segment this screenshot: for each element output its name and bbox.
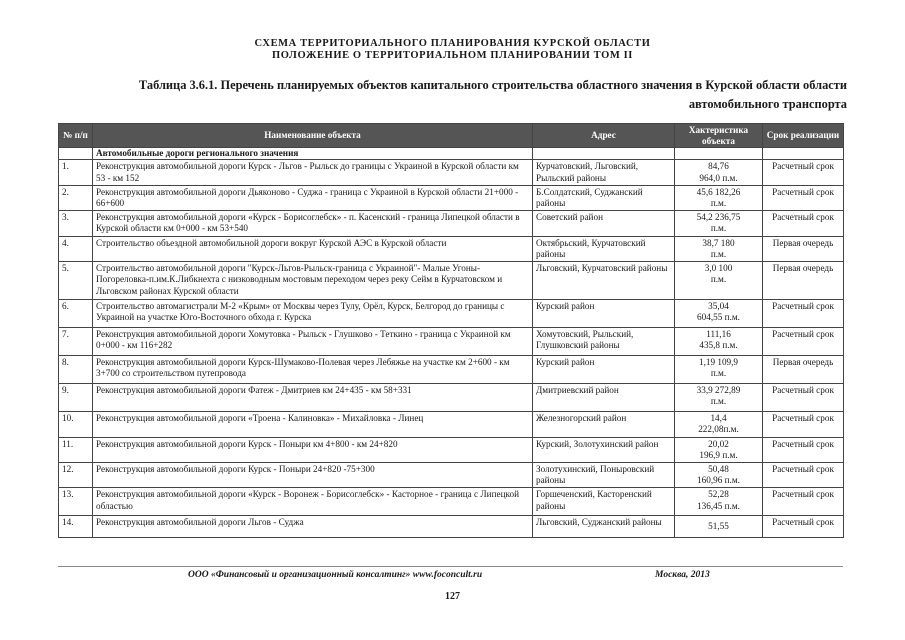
characteristic-bridges: п.м. <box>710 198 727 209</box>
implementation-term: Расчетный срок <box>763 412 844 437</box>
object-characteristic <box>675 463 763 488</box>
footer-city-year: Москва, 2013 <box>655 570 710 580</box>
section-title: Автомобильные дороги регионального значения <box>93 148 533 160</box>
characteristic-length: 33,9 272,89 <box>696 385 741 396</box>
object-name: Строительство автомагистрали М-2 «Крым» от Москвы через Тулу, Орёл, Курск, Белгород до границы с Украиной на участке Юго-Восточного обхода г. Курска <box>93 300 533 328</box>
characteristic-bridges: 160,96 п.м. <box>697 475 740 486</box>
object-address: Золотухинский, Поныровский районы <box>533 463 675 488</box>
object-characteristic <box>675 328 763 356</box>
object-characteristic <box>675 516 763 538</box>
object-characteristic <box>675 211 763 236</box>
object-name: Реконструкция автомобильной дороги «Троена - Калиновка» - Михайловка - Линец <box>93 412 533 437</box>
implementation-term: Расчетный срок <box>763 437 844 462</box>
table-row <box>59 262 844 300</box>
table-row <box>59 437 844 462</box>
col-header-term: Срок реализации <box>763 124 844 148</box>
object-name: Строительство автомобильной дороги "Курск-Льгов-Рыльск-граница с Украиной"- Малые Угоны-Погореловка-п.им.К.Либкнехта с низководным мостовым переходом через реку Сейм в Курчатовском и Льговском районах Курской области <box>93 262 533 300</box>
characteristic-length: 52,28 <box>708 489 729 500</box>
row-number: 5. <box>59 262 93 300</box>
characteristic-bridges: п.м. <box>710 248 727 259</box>
table-row <box>59 488 844 516</box>
object-address: Курский район <box>533 356 675 384</box>
section-row <box>59 148 844 160</box>
object-address: Дмитриевский район <box>533 384 675 412</box>
characteristic-bridges: п.м. <box>710 223 727 234</box>
row-number: 1. <box>59 160 93 185</box>
object-name: Реконструкция автомобильной дороги «Курск - Воронеж - Борисоглебск» - Касторное - граница с Липецкой областью <box>93 488 533 516</box>
object-address: Хомутовский, Рыльский, Глушковский районы <box>533 328 675 356</box>
row-number: 14. <box>59 516 93 538</box>
row-number: 8. <box>59 356 93 384</box>
characteristic-length: 1,19 109,9 <box>698 357 739 368</box>
object-address: Льговский, Суджанский районы <box>533 516 675 538</box>
object-characteristic <box>675 236 763 261</box>
object-name: Реконструкция автомобильной дороги Дьяконово - Суджа - граница с Украиной в Курской области 21+000 - 66+600 <box>93 185 533 210</box>
object-address: Советский район <box>533 211 675 236</box>
object-name: Строительство объездной автомобильной дороги вокруг Курской АЭС в Курской области <box>93 236 533 261</box>
object-characteristic <box>675 262 763 300</box>
characteristic-bridges: 196,9 п.м. <box>699 449 738 460</box>
object-name: Реконструкция автомобильной дороги «Курск - Борисоглебск» - п. Касенский - граница Липецкой области в Курской области км 0+000 - км 53+540 <box>93 211 533 236</box>
table-row <box>59 211 844 236</box>
footer-company: ООО «Финансовый и организационный консалтинг» www.foconcult.ru <box>188 570 483 580</box>
table-row <box>59 384 844 412</box>
object-name: Реконструкция автомобильной дороги Хомутовка - Рыльск - Глушково - Теткино - граница с Украиной км 0+000 - км 116+282 <box>93 328 533 356</box>
col-header-num: № п/п <box>59 124 93 148</box>
table-row <box>59 412 844 437</box>
row-number: 12. <box>59 463 93 488</box>
object-name: Реконструкция автомобильной дороги Курск - Поныри км 4+800 - км 24+820 <box>93 437 533 462</box>
object-characteristic <box>675 412 763 437</box>
characteristic-length: 45,6 182,26 <box>696 186 741 197</box>
characteristic-length: 14,4 <box>710 413 727 424</box>
page-number: 127 <box>445 591 460 602</box>
implementation-term: Расчетный срок <box>763 211 844 236</box>
characteristic-bridges: 136,45 п.м. <box>697 500 740 511</box>
object-characteristic <box>675 160 763 185</box>
implementation-term: Расчетный срок <box>763 185 844 210</box>
object-characteristic <box>675 437 763 462</box>
table-row <box>59 356 844 384</box>
characteristic-length: 35,04 <box>708 301 729 312</box>
characteristic-length: 3,0 100 <box>704 263 733 274</box>
implementation-term: Первая очередь <box>763 236 844 261</box>
characteristic-length: 50,48 <box>708 464 729 474</box>
characteristic-bridges: п.м. <box>710 396 727 407</box>
characteristic-bridges: п.м. <box>710 274 727 285</box>
characteristic-bridges: 964,0 п.м. <box>699 172 738 183</box>
object-name: Реконструкция автомобильной дороги Курск - Поныри 24+820 -75+300 <box>93 463 533 488</box>
object-address: Железногорский район <box>533 412 675 437</box>
object-address: Льговский, Курчатовский районы <box>533 262 675 300</box>
characteristic-length: 111,16 <box>706 329 731 340</box>
implementation-term: Расчетный срок <box>763 384 844 412</box>
object-address: Горшеченский, Касторенский районы <box>533 488 675 516</box>
object-name: Реконструкция автомобильной дороги Курск - Льгов - Рыльск до границы с Украиной в Курской области км 53 - км 152 <box>93 160 533 185</box>
object-name: Реконструкция автомобильной дороги Фатеж - Дмитриев км 24+435 - км 58+331 <box>93 384 533 412</box>
object-address: Курчатовский, Льговский, Рыльский районы <box>533 160 675 185</box>
table-row <box>59 160 844 185</box>
object-name: Реконструкция автомобильной дороги Курск-Шумаково-Полевая через Лебяжье на участке км 2+600 - км 3+700 со строительством путепровода <box>93 356 533 384</box>
object-name: Реконструкция автомобильной дороги Льгов - Суджа <box>93 516 533 538</box>
row-number: 7. <box>59 328 93 356</box>
characteristic-length: 54,2 236,75 <box>696 212 741 223</box>
row-number: 6. <box>59 300 93 328</box>
document-header-title: СХЕМА ТЕРРИТОРИАЛЬНОГО ПЛАНИРОВАНИЯ КУРСКОЙ ОБЛАСТИ <box>254 38 651 49</box>
object-address: Октябрьский, Курчатовский районы <box>533 236 675 261</box>
implementation-term: Расчетный срок <box>763 463 844 488</box>
row-number: 11. <box>59 437 93 462</box>
object-address: Курский, Золотухинский район <box>533 437 675 462</box>
characteristic-length: 84,76 <box>708 161 729 172</box>
implementation-term: Расчетный срок <box>763 300 844 328</box>
table-row <box>59 300 844 328</box>
row-number: 13. <box>59 488 93 516</box>
implementation-term: Первая очередь <box>763 356 844 384</box>
characteristic-bridges: 222,08п.м. <box>698 424 739 435</box>
table-row <box>59 185 844 210</box>
table-header-row <box>59 124 844 148</box>
object-characteristic <box>675 356 763 384</box>
objects-table <box>58 123 844 538</box>
table-caption: Таблица 3.6.1. Перечень планируемых объектов капитального строительства областного значения в Курской области области <box>138 78 847 92</box>
table-row <box>59 236 844 261</box>
object-characteristic <box>675 488 763 516</box>
col-header-address: Адрес <box>533 124 675 148</box>
col-header-name: Наименование объекта <box>93 124 533 148</box>
characteristic-length: 20,02 <box>708 438 729 449</box>
table-row <box>59 328 844 356</box>
implementation-term: Первая очередь <box>763 262 844 300</box>
implementation-term: Расчетный срок <box>763 516 844 538</box>
object-address: Курский район <box>533 300 675 328</box>
characteristic-bridges: 435,8 п.м. <box>699 340 738 351</box>
row-number: 3. <box>59 211 93 236</box>
table-row <box>59 463 844 488</box>
document-header-subtitle: ПОЛОЖЕНИЕ О ТЕРРИТОРИАЛЬНОМ ПЛАНИРОВАНИИ ТОМ II <box>272 50 633 61</box>
footer-divider <box>58 566 843 567</box>
implementation-term: Расчетный срок <box>763 488 844 516</box>
implementation-term: Расчетный срок <box>763 160 844 185</box>
characteristic-bridges: 604,55 п.м. <box>697 312 740 323</box>
object-address: Б.Солдатский, Суджанский районы <box>533 185 675 210</box>
row-number: 9. <box>59 384 93 412</box>
object-characteristic <box>675 185 763 210</box>
row-number: 2. <box>59 185 93 210</box>
row-number: 4. <box>59 236 93 261</box>
table-row <box>59 516 844 538</box>
characteristic-length: 38,7 180 <box>702 237 735 248</box>
object-characteristic <box>675 384 763 412</box>
characteristic-bridges: п.м. <box>710 368 727 379</box>
row-number: 10. <box>59 412 93 437</box>
characteristic-length: 51,55 <box>708 521 729 532</box>
implementation-term: Расчетный срок <box>763 328 844 356</box>
table-caption-continued: автомобильного транспорта <box>688 97 847 111</box>
col-header-characteristic: Хактеристика объекта <box>675 124 763 148</box>
object-characteristic <box>675 300 763 328</box>
